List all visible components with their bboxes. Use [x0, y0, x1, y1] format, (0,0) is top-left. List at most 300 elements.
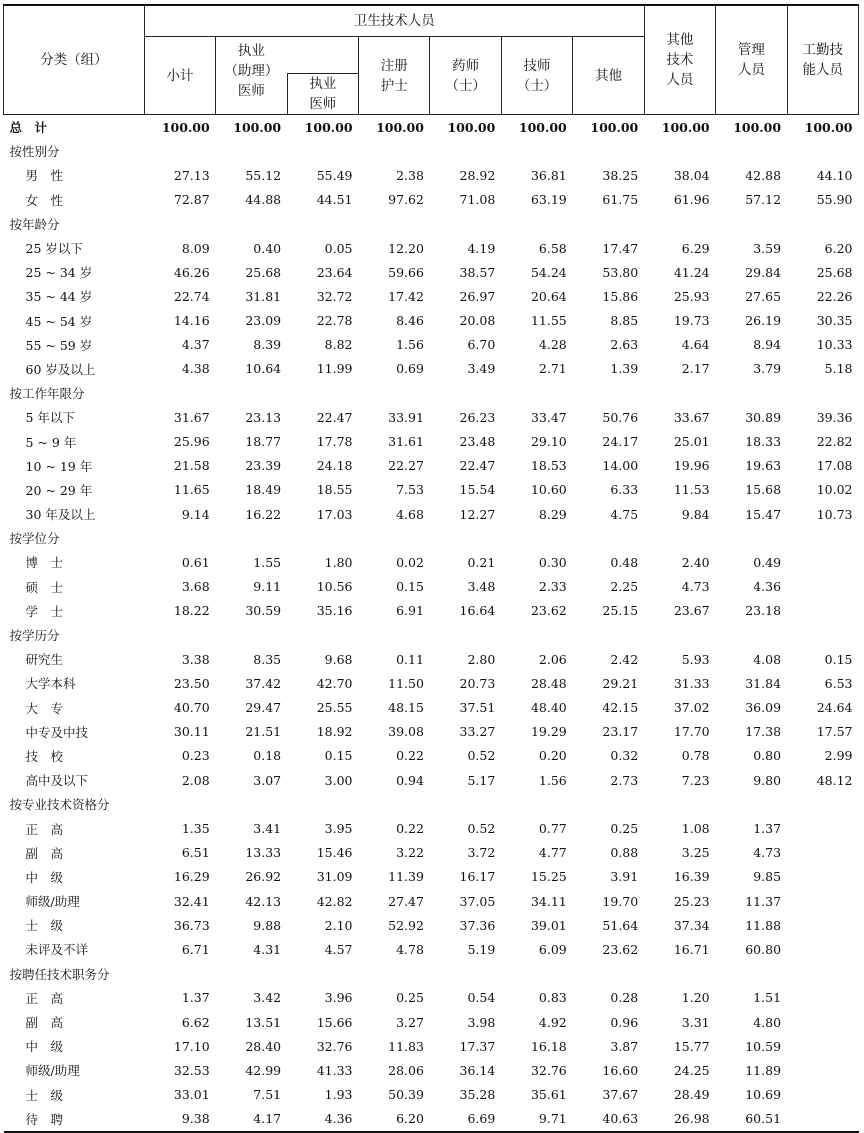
- value-cell: 18.33: [745, 434, 782, 450]
- value-cell: 10.69: [745, 1087, 782, 1103]
- value-cell: 32.76: [316, 1038, 353, 1054]
- row-label: 按专业技术资格分: [9, 797, 110, 813]
- value-cell: 13.51: [245, 1014, 282, 1030]
- value-cell: 4.64: [681, 337, 710, 353]
- value-cell: [359, 792, 430, 816]
- section-row: [4, 526, 859, 550]
- value-cell: 10.60: [530, 482, 567, 498]
- value-cell: 60.80: [745, 941, 782, 957]
- value-cell: 4.31: [253, 941, 282, 957]
- value-cell: [287, 212, 358, 236]
- value-cell: 19.73: [673, 313, 710, 329]
- value-cell: 2.17: [681, 361, 710, 377]
- value-cell: [501, 792, 572, 816]
- table-row: [4, 841, 859, 865]
- value-cell: [287, 526, 358, 550]
- value-cell: 15.86: [602, 288, 639, 304]
- value-cell: 22.78: [316, 313, 353, 329]
- section-row: [4, 139, 859, 163]
- value-cell: 21.58: [173, 458, 210, 474]
- value-cell: 8.35: [253, 651, 282, 667]
- value-cell: 42.15: [602, 700, 639, 716]
- value-cell: 9.84: [681, 506, 710, 522]
- value-cell: 3.96: [324, 990, 353, 1006]
- table-row: [4, 865, 859, 889]
- value-cell: [787, 1107, 858, 1132]
- value-cell: 20.08: [459, 313, 496, 329]
- value-cell: [787, 212, 858, 236]
- value-cell: 4.57: [324, 941, 353, 957]
- value-cell: 38.04: [673, 167, 710, 183]
- value-cell: 40.63: [573, 1107, 644, 1132]
- table-row: [4, 163, 859, 187]
- value-cell: 15.47: [745, 506, 782, 522]
- value-cell: 6.29: [681, 240, 710, 256]
- value-cell: 3.22: [396, 845, 424, 861]
- value-cell: 100.00: [287, 115, 358, 140]
- value-cell: [787, 575, 858, 599]
- value-cell: 21.51: [245, 724, 282, 740]
- section-row: [4, 212, 859, 236]
- value-cell: 1.56: [538, 772, 567, 788]
- value-cell: 0.20: [538, 748, 567, 764]
- value-cell: 6.20: [824, 240, 853, 256]
- header-practicing-assistant: 执业 （助理） 医师: [216, 37, 287, 115]
- value-cell: 33.47: [530, 409, 567, 425]
- value-cell: 0.25: [396, 990, 424, 1006]
- value-cell: 18.92: [316, 724, 353, 740]
- value-cell: [787, 792, 858, 816]
- value-cell: 10.64: [245, 361, 282, 377]
- value-cell: [216, 139, 287, 163]
- value-cell: 29.47: [245, 700, 282, 716]
- value-cell: 17.70: [673, 724, 710, 740]
- value-cell: 4.17: [216, 1107, 287, 1132]
- value-cell: [787, 962, 858, 986]
- value-cell: 3.68: [181, 579, 210, 595]
- value-cell: [501, 139, 572, 163]
- value-cell: 17.38: [745, 724, 782, 740]
- value-cell: 23.64: [316, 264, 353, 280]
- value-cell: 9.80: [753, 772, 782, 788]
- value-cell: 12.20: [388, 240, 424, 256]
- value-cell: [430, 962, 501, 986]
- value-cell: 30.35: [816, 313, 853, 329]
- value-cell: 29.84: [745, 264, 782, 280]
- value-cell: 4.68: [396, 506, 424, 522]
- value-cell: 52.92: [388, 917, 424, 933]
- value-cell: 13.33: [245, 845, 282, 861]
- value-cell: [787, 889, 858, 913]
- value-cell: 30.59: [245, 603, 282, 619]
- value-cell: 10.33: [816, 337, 853, 353]
- value-cell: [359, 526, 430, 550]
- value-cell: [501, 526, 572, 550]
- value-cell: 8.39: [253, 337, 282, 353]
- value-cell: 0.21: [467, 554, 496, 570]
- value-cell: 32.41: [173, 893, 210, 909]
- value-cell: 11.53: [673, 482, 710, 498]
- value-cell: 16.22: [245, 506, 282, 522]
- value-cell: 1.37: [181, 990, 210, 1006]
- value-cell: 15.46: [316, 845, 353, 861]
- value-cell: 23.62: [602, 941, 639, 957]
- value-cell: [216, 623, 287, 647]
- header-pharmacist: 药师 （士）: [430, 37, 501, 115]
- table-row: [4, 405, 859, 429]
- value-cell: [787, 550, 858, 574]
- value-cell: 15.66: [316, 1014, 353, 1030]
- header-practicing-blank: [287, 37, 358, 74]
- table-row: [4, 937, 859, 961]
- value-cell: 0.30: [538, 554, 567, 570]
- row-label: 大 专: [25, 700, 64, 716]
- value-cell: [573, 962, 644, 986]
- value-cell: 0.80: [753, 748, 782, 764]
- value-cell: 3.07: [253, 772, 282, 788]
- value-cell: [144, 962, 215, 986]
- value-cell: 15.68: [745, 482, 782, 498]
- value-cell: 44.88: [245, 192, 282, 208]
- value-cell: [644, 526, 715, 550]
- value-cell: 100.00: [359, 115, 430, 140]
- value-cell: [716, 792, 787, 816]
- row-label: 10 ~ 19 年: [25, 458, 93, 474]
- value-cell: 1.08: [681, 821, 710, 837]
- value-cell: 3.38: [181, 651, 210, 667]
- value-cell: 9.14: [181, 506, 210, 522]
- row-label: 中 级: [25, 869, 64, 885]
- value-cell: 16.64: [459, 603, 496, 619]
- value-cell: 3.95: [324, 821, 353, 837]
- row-label: 中 级: [25, 1039, 64, 1055]
- value-cell: 55.49: [316, 167, 353, 183]
- section-row: [4, 623, 859, 647]
- row-label: 女 性: [25, 192, 64, 208]
- table-row: [4, 357, 859, 381]
- table-row: [4, 478, 859, 502]
- value-cell: [787, 139, 858, 163]
- value-cell: 0.22: [396, 748, 424, 764]
- value-cell: 30.89: [745, 409, 782, 425]
- value-cell: 44.10: [816, 167, 853, 183]
- value-cell: [787, 381, 858, 405]
- value-cell: 18.77: [245, 434, 282, 450]
- value-cell: 3.48: [467, 579, 496, 595]
- value-cell: 48.12: [816, 772, 853, 788]
- value-cell: 33.27: [459, 724, 496, 740]
- value-cell: [359, 962, 430, 986]
- value-cell: 22.47: [459, 458, 496, 474]
- value-cell: 60.51: [716, 1107, 787, 1132]
- value-cell: [501, 962, 572, 986]
- row-label: 30 年及以上: [25, 507, 96, 523]
- value-cell: 40.70: [173, 700, 210, 716]
- value-cell: 0.18: [253, 748, 282, 764]
- value-cell: [787, 816, 858, 840]
- value-cell: 8.82: [324, 337, 353, 353]
- value-cell: 39.36: [816, 409, 853, 425]
- table-row: [4, 115, 859, 140]
- value-cell: 41.24: [673, 264, 710, 280]
- value-cell: 4.73: [681, 579, 710, 595]
- value-cell: 0.94: [396, 772, 424, 788]
- value-cell: 100.00: [430, 115, 501, 140]
- value-cell: [716, 139, 787, 163]
- value-cell: 11.88: [745, 917, 782, 933]
- value-cell: 16.29: [173, 869, 210, 885]
- value-cell: 41.33: [316, 1062, 353, 1078]
- row-label: 研究生: [25, 652, 64, 668]
- value-cell: 38.25: [602, 167, 639, 183]
- value-cell: 2.73: [610, 772, 639, 788]
- value-cell: 8.09: [181, 240, 210, 256]
- value-cell: 5.17: [467, 772, 496, 788]
- value-cell: 26.23: [459, 409, 496, 425]
- value-cell: [359, 212, 430, 236]
- value-cell: 11.50: [388, 675, 424, 691]
- value-cell: 5.18: [824, 361, 853, 377]
- value-cell: [287, 623, 358, 647]
- value-cell: [359, 139, 430, 163]
- table-row: [4, 889, 859, 913]
- value-cell: 3.41: [253, 821, 282, 837]
- header-management: 管理 人员: [716, 5, 787, 115]
- header-practicing: 执业 医师: [287, 74, 358, 115]
- value-cell: 6.53: [824, 675, 853, 691]
- value-cell: 2.99: [824, 748, 853, 764]
- value-cell: 0.54: [467, 990, 496, 1006]
- value-cell: 11.65: [173, 482, 210, 498]
- row-label: 45 ~ 54 岁: [25, 313, 93, 329]
- table-row: [4, 816, 859, 840]
- value-cell: 0.11: [396, 651, 424, 667]
- value-cell: 11.55: [530, 313, 567, 329]
- value-cell: 55.90: [816, 192, 853, 208]
- value-cell: 8.94: [753, 337, 782, 353]
- row-label: 正 高: [25, 821, 64, 837]
- table-header: [4, 5, 859, 115]
- value-cell: 0.52: [467, 821, 496, 837]
- value-cell: [573, 212, 644, 236]
- value-cell: 37.36: [459, 917, 496, 933]
- value-cell: 54.24: [530, 264, 567, 280]
- value-cell: 4.73: [753, 845, 782, 861]
- value-cell: 11.37: [745, 893, 782, 909]
- table-row: [4, 720, 859, 744]
- value-cell: [644, 792, 715, 816]
- value-cell: 17.03: [316, 506, 353, 522]
- value-cell: 24.17: [602, 434, 639, 450]
- table-row: [4, 575, 859, 599]
- value-cell: 33.91: [388, 409, 424, 425]
- value-cell: 6.20: [359, 1107, 430, 1132]
- value-cell: [430, 623, 501, 647]
- row-label: 士 级: [25, 918, 64, 934]
- value-cell: 15.25: [530, 869, 567, 885]
- value-cell: 6.33: [610, 482, 639, 498]
- value-cell: 26.92: [245, 869, 282, 885]
- table-body: [4, 115, 859, 1132]
- value-cell: 22.47: [316, 409, 353, 425]
- table-row: [4, 236, 859, 260]
- value-cell: 31.33: [673, 675, 710, 691]
- value-cell: 29.10: [530, 434, 567, 450]
- value-cell: 17.57: [816, 724, 853, 740]
- table-row: [4, 647, 859, 671]
- value-cell: 16.39: [673, 869, 710, 885]
- row-label: 55 ~ 59 岁: [25, 337, 93, 353]
- value-cell: [787, 865, 858, 889]
- table-row: [4, 1058, 859, 1082]
- value-cell: 37.05: [459, 893, 496, 909]
- value-cell: 31.61: [388, 434, 424, 450]
- value-cell: [644, 381, 715, 405]
- statistics-table-container: [3, 4, 859, 1133]
- row-label: 5 年以下: [25, 410, 75, 426]
- value-cell: 1.93: [324, 1087, 353, 1103]
- value-cell: 25.68: [816, 264, 853, 280]
- value-cell: 4.08: [753, 651, 782, 667]
- value-cell: 44.51: [316, 192, 353, 208]
- value-cell: 3.59: [753, 240, 782, 256]
- row-label: 学 士: [25, 603, 64, 619]
- value-cell: [287, 962, 358, 986]
- table-row: [4, 671, 859, 695]
- value-cell: 4.38: [181, 361, 210, 377]
- row-label: 未评及不详: [25, 942, 89, 958]
- row-label: 师级/助理: [25, 894, 80, 910]
- value-cell: 8.29: [538, 506, 567, 522]
- value-cell: [644, 623, 715, 647]
- value-cell: [787, 1034, 858, 1058]
- value-cell: 63.19: [530, 192, 567, 208]
- value-cell: 3.25: [681, 845, 710, 861]
- value-cell: 100.00: [787, 115, 858, 140]
- value-cell: 0.49: [753, 554, 782, 570]
- value-cell: 6.69: [430, 1107, 501, 1132]
- table-row: [4, 913, 859, 937]
- value-cell: 31.81: [245, 288, 282, 304]
- table-row: [4, 333, 859, 357]
- value-cell: 8.85: [610, 313, 639, 329]
- value-cell: 3.00: [324, 772, 353, 788]
- value-cell: 0.78: [681, 748, 710, 764]
- value-cell: 17.37: [459, 1038, 496, 1054]
- row-label: 20 ~ 29 年: [25, 482, 93, 498]
- value-cell: [216, 962, 287, 986]
- table-row: [4, 454, 859, 478]
- row-label: 技 校: [25, 748, 64, 764]
- value-cell: [430, 381, 501, 405]
- value-cell: 6.51: [181, 845, 210, 861]
- value-cell: 48.15: [388, 700, 424, 716]
- value-cell: 36.14: [459, 1062, 496, 1078]
- value-cell: [287, 381, 358, 405]
- value-cell: [787, 599, 858, 623]
- value-cell: 39.08: [388, 724, 424, 740]
- header-health-tech-group: 卫生技术人员: [144, 5, 644, 37]
- value-cell: 17.47: [602, 240, 639, 256]
- value-cell: 2.06: [538, 651, 567, 667]
- value-cell: [787, 1083, 858, 1107]
- value-cell: 18.22: [173, 603, 210, 619]
- row-label: 按学位分: [9, 531, 60, 547]
- value-cell: 1.80: [324, 554, 353, 570]
- row-label: 25 岁以下: [25, 241, 83, 257]
- table-row: [4, 1034, 859, 1058]
- value-cell: 0.61: [181, 554, 210, 570]
- section-row: [4, 792, 859, 816]
- header-other: 其他: [573, 37, 644, 115]
- value-cell: [787, 526, 858, 550]
- value-cell: 39.01: [530, 917, 567, 933]
- row-label: 按性别分: [9, 144, 60, 160]
- row-label: 副 高: [25, 845, 64, 861]
- value-cell: 16.17: [459, 869, 496, 885]
- value-cell: [787, 913, 858, 937]
- value-cell: 32.72: [316, 288, 353, 304]
- value-cell: 25.01: [673, 434, 710, 450]
- value-cell: 19.96: [673, 458, 710, 474]
- value-cell: [216, 792, 287, 816]
- value-cell: [644, 212, 715, 236]
- value-cell: 11.39: [388, 869, 424, 885]
- value-cell: 18.49: [245, 482, 282, 498]
- row-label: 5 ~ 9 年: [25, 434, 77, 450]
- value-cell: 42.13: [245, 893, 282, 909]
- value-cell: 50.39: [388, 1087, 424, 1103]
- value-cell: 4.36: [753, 579, 782, 595]
- table-row: [4, 284, 859, 308]
- value-cell: 23.67: [673, 603, 710, 619]
- row-label: 35 ~ 44 岁: [25, 289, 93, 305]
- value-cell: [787, 1010, 858, 1034]
- value-cell: 27.65: [745, 288, 782, 304]
- value-cell: 0.28: [610, 990, 639, 1006]
- value-cell: 28.48: [530, 675, 567, 691]
- value-cell: 16.71: [673, 941, 710, 957]
- row-label: 待 聘: [4, 1107, 145, 1132]
- value-cell: 0.48: [610, 554, 639, 570]
- value-cell: 27.47: [388, 893, 424, 909]
- row-label: 士 级: [25, 1087, 64, 1103]
- value-cell: 23.09: [245, 313, 282, 329]
- value-cell: [787, 986, 858, 1010]
- value-cell: 3.42: [253, 990, 282, 1006]
- value-cell: 3.27: [396, 1014, 424, 1030]
- value-cell: 0.77: [538, 821, 567, 837]
- value-cell: 0.40: [253, 240, 282, 256]
- value-cell: 25.15: [602, 603, 639, 619]
- value-cell: 2.08: [181, 772, 210, 788]
- value-cell: 0.83: [538, 990, 567, 1006]
- value-cell: 17.42: [388, 288, 424, 304]
- value-cell: 3.98: [467, 1014, 496, 1030]
- table-row: [4, 429, 859, 453]
- value-cell: 28.49: [673, 1087, 710, 1103]
- table-row: [4, 1107, 859, 1132]
- table-row: [4, 768, 859, 792]
- value-cell: 23.48: [459, 434, 496, 450]
- value-cell: 1.37: [753, 821, 782, 837]
- row-label: 按年龄分: [9, 216, 60, 232]
- value-cell: 0.88: [610, 845, 639, 861]
- value-cell: 10.59: [745, 1038, 782, 1054]
- value-cell: 6.09: [538, 941, 567, 957]
- value-cell: 37.51: [459, 700, 496, 716]
- value-cell: 50.76: [602, 409, 639, 425]
